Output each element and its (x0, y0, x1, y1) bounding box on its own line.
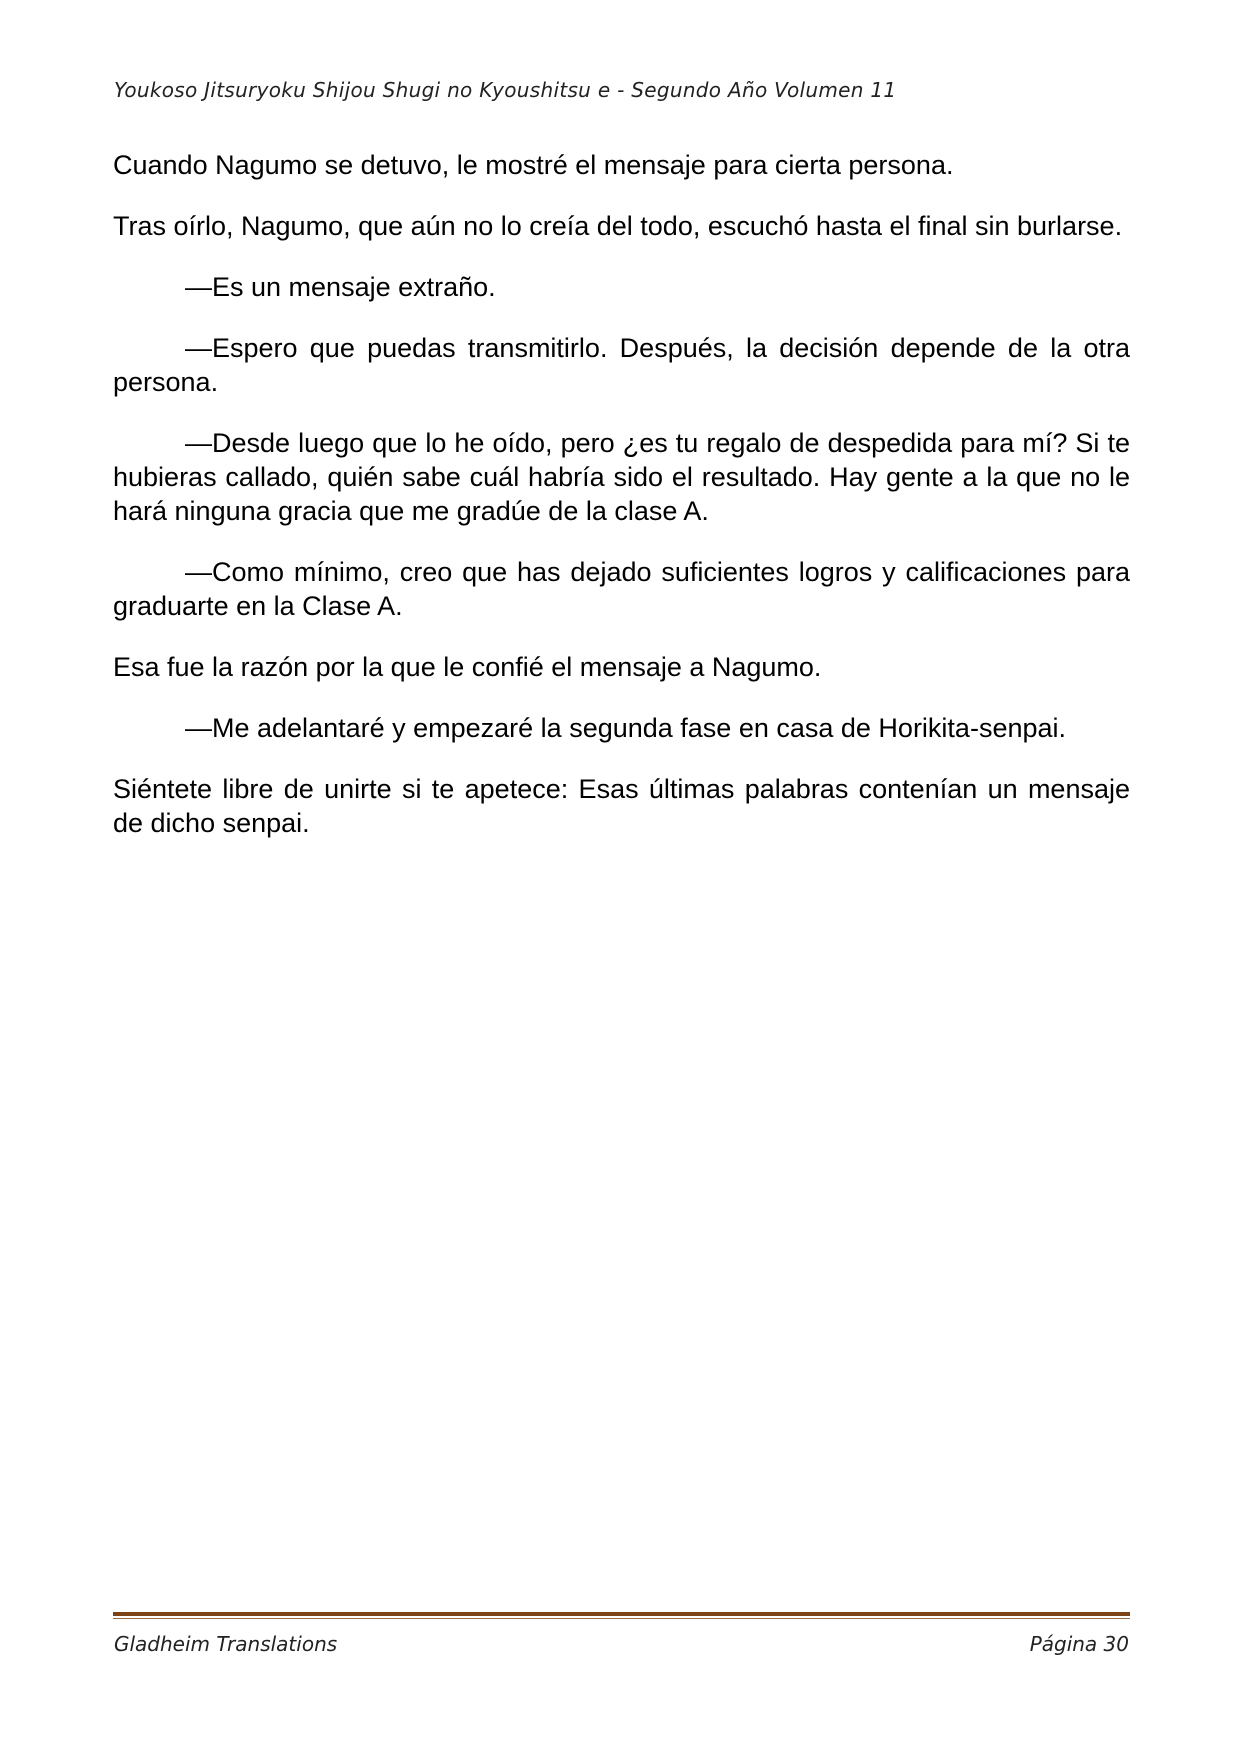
running-header-title: Youkoso Jitsuryoku Shijou Shugi no Kyoushitsu e - Segundo Año Volumen 11 (114, 78, 897, 102)
footer-divider (113, 1612, 1130, 1620)
dialogue-line: —Me adelantaré y empezaré la segunda fase en casa de Horikita-senpai. (185, 713, 1067, 743)
dialogue-line: —Espero que puedas transmitirlo. Después, la decisión depende de la otra persona. (113, 333, 1130, 397)
paragraph: Esa fue la razón por la que le confié el mensaje a Nagumo. (113, 652, 822, 682)
dialogue-line: —Es un mensaje extraño. (185, 272, 496, 302)
paragraph: Siéntete libre de unirte si te apetece: Esas últimas palabras contenían un mensaje de dicho senpai. (113, 774, 1130, 838)
footer-page-number: Página 30 (1029, 1632, 1129, 1656)
paragraph: Cuando Nagumo se detuvo, le mostré el mensaje para cierta persona. (113, 150, 954, 180)
footer-divider-thin (113, 1618, 1130, 1619)
footer-divider-thick (113, 1612, 1130, 1616)
paragraph: Tras oírlo, Nagumo, que aún no lo creía del todo, escuchó hasta el final sin burlarse. (113, 211, 1123, 241)
page-body (113, 148, 1130, 867)
dialogue-line: —Desde luego que lo he oído, pero ¿es tu regalo de despedida para mí? Si te hubieras callado, quién sabe cuál habría sido el resultado. Hay gente a la que no le hará ninguna gracia que me gradúe de la clase A. (113, 428, 1130, 526)
footer-publisher: Gladheim Translations (114, 1632, 338, 1656)
dialogue-line: —Como mínimo, creo que has dejado suficientes logros y calificaciones para graduarte en la Clase A. (113, 557, 1130, 621)
